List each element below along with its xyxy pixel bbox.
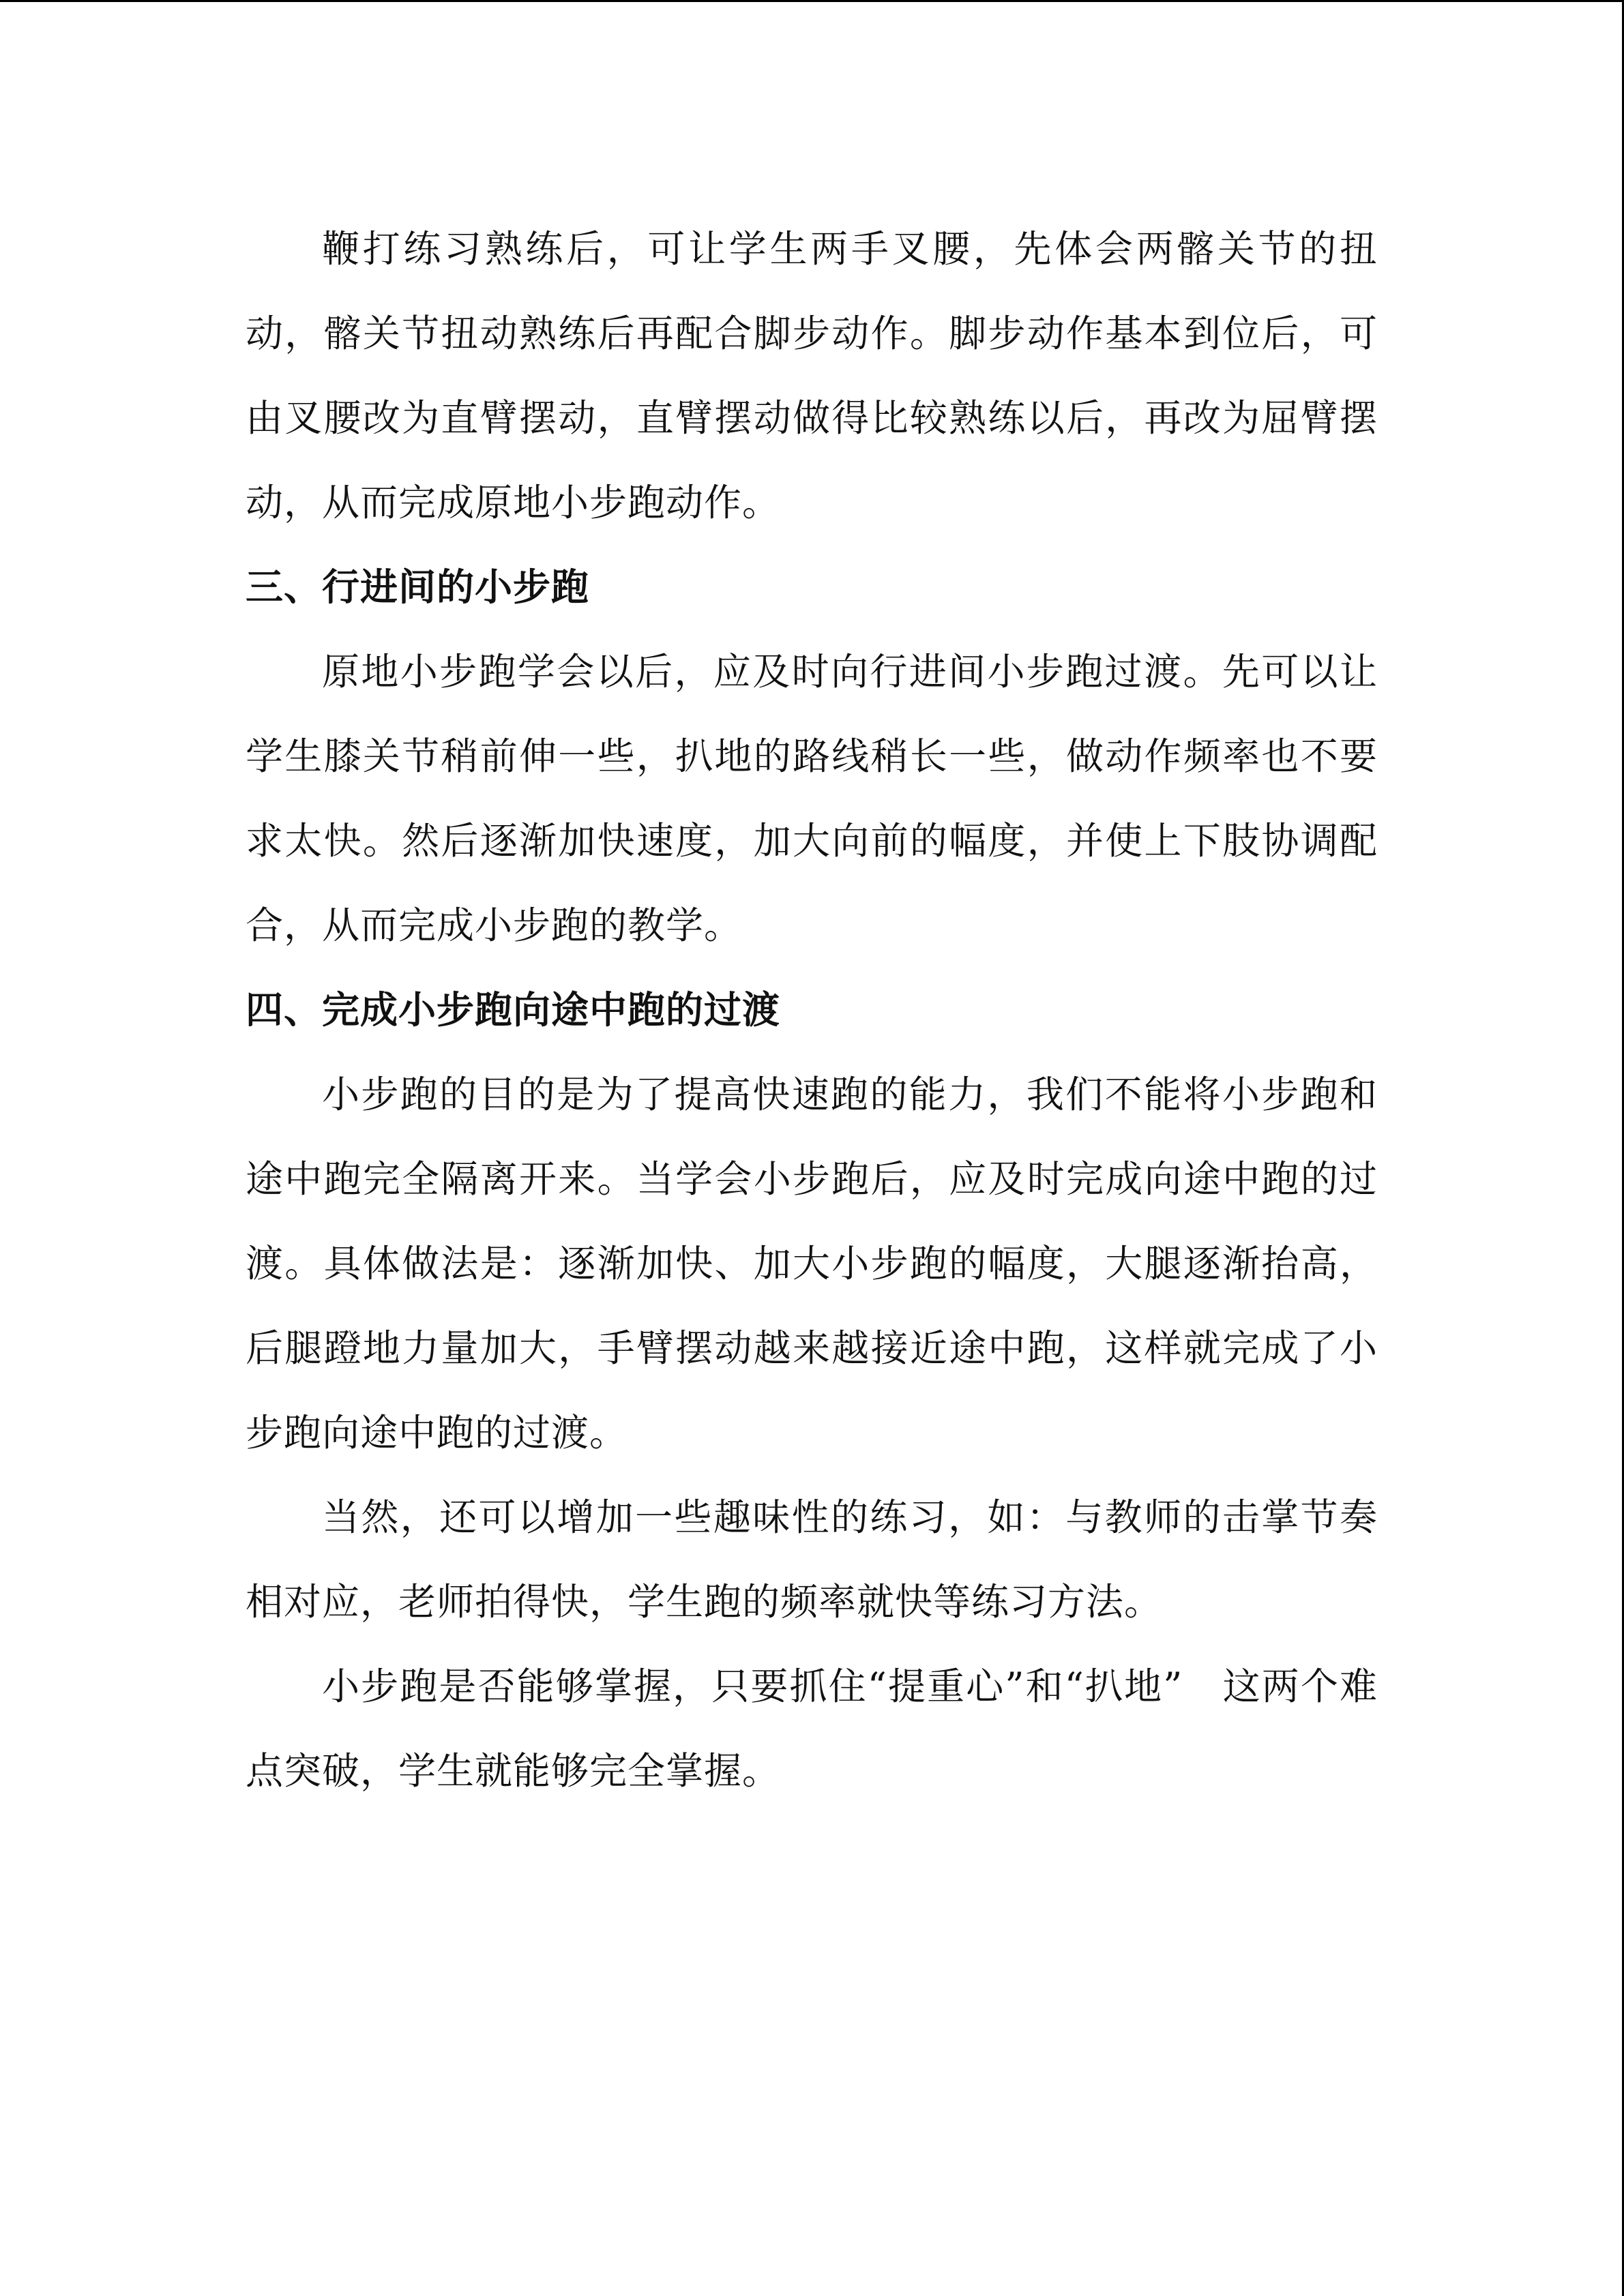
paragraph-swing-practice: 鞭打练习熟练后，可让学生两手叉腰，先体会两髂关节的扭动，髂关节扭动熟练后再配合脚步动作。脚步动作基本到位后，可由叉腰改为直臂摆动，直臂摆动做得比较熟练以后，再改为屈臂摆动，从而完成原地小步跑动作。 — [246, 227, 1378, 524]
section-heading-transition: 四、完成小步跑向途中跑的过渡 — [246, 987, 781, 1032]
section-heading-moving-small-steps: 三、行进间的小步跑 — [246, 565, 590, 609]
paragraph-moving-small-steps: 原地小步跑学会以后，应及时向行进间小步跑过渡。先可以让学生膝关节稍前伸一些，扒地的路线稍长一些，做动作频率也不要求太快。然后逐渐加快速度，加大向前的幅度，并使上下肢协调配合，从而完成小步跑的教学。 — [246, 650, 1378, 947]
paragraph-transition: 小步跑的目的是为了提高快速跑的能力，我们不能将小步跑和途中跑完全隔离开来。当学会小步跑后，应及时完成向途中跑的过渡。具体做法是：逐渐加快、加大小步跑的幅度，大腿逐渐抬高，后腿蹬地力量加大，手臂摆动越来越接近途中跑，这样就完成了小步跑向途中跑的过渡。 — [246, 1073, 1378, 1455]
document-body — [246, 207, 1378, 1813]
paragraph-fun-practice: 当然，还可以增加一些趣味性的练习，如：与教师的击掌节奏相对应，老师拍得快，学生跑的频率就快等练习方法。 — [246, 1495, 1378, 1624]
paragraph-key-points: 小步跑是否能够掌握，只要抓住“提重心”和“扒地” 这两个难点突破，学生就能够完全掌握。 — [246, 1665, 1378, 1793]
